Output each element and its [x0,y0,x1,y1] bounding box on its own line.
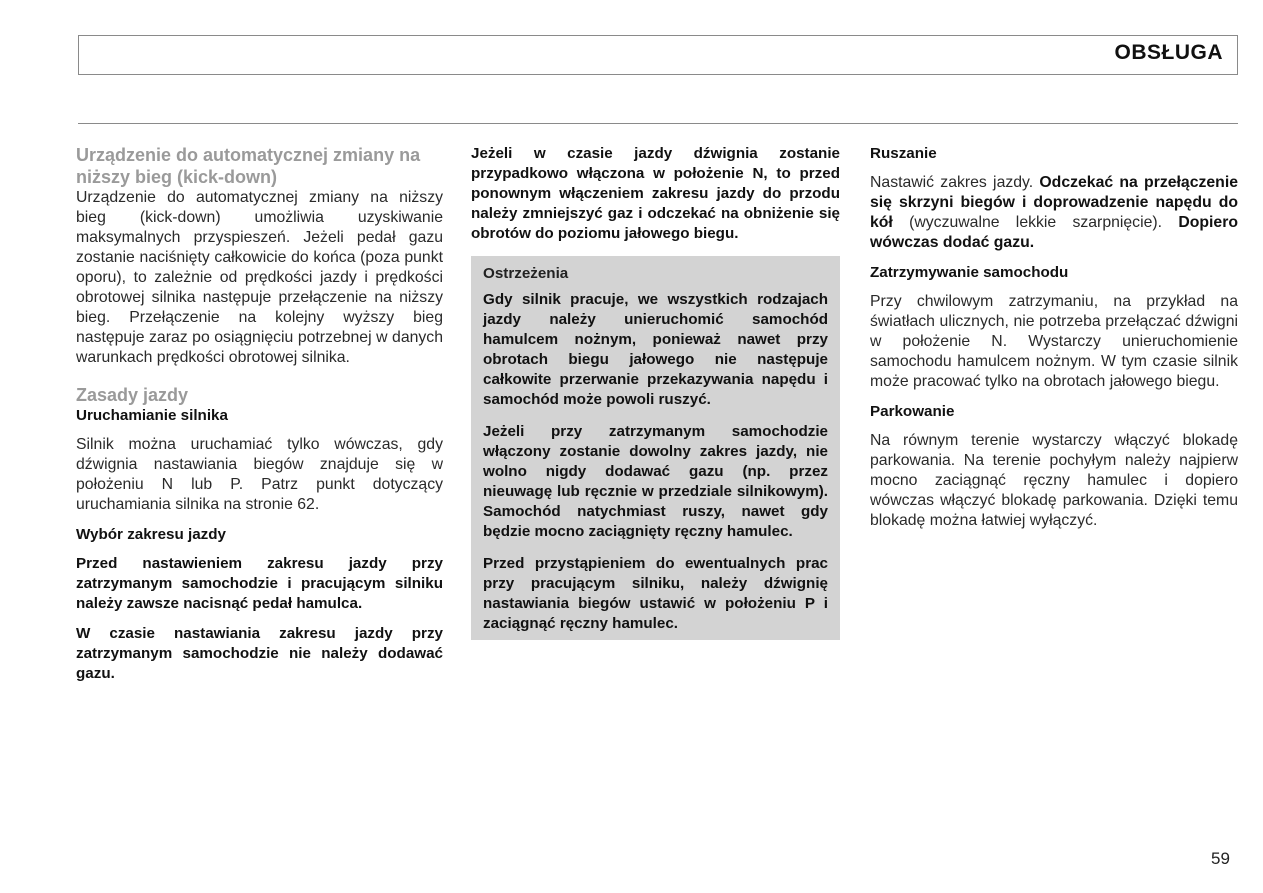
paragraph-kick-down: Urządzenie do automatycznej zmiany na niższy bieg (kick-down) umożliwia uzyskiwanie maksymalnych przyspieszeń. Jeżeli pedał gazu zostanie naciśnięty całkowicie do końca (poza punkt oporu), to zależnie od prędkości jazdy i prędkości obrotowej silnika następuje przełączenie na niższy bieg. Przełączenie na kolejny wyższy bieg następuje zaraz po osiągnięciu potrzebnej w danych warunkach prędkości obrotowej silnika. [76,189,443,366]
ruszanie-text-c: (wyczuwalne lekkie szarpnięcie). [892,214,1179,231]
ruszanie-text-b: Odczekać na przełączenie się skrzyni biegów i doprowadzenie napędu do kół [870,174,1238,231]
page-number: 59 [1211,849,1230,868]
warning-3: Przed przystąpieniem do ewentualnych prac przy pracującym silniku, należy dźwignię nastawiania biegów ustawić w położeniu P i zaciągnąć ręczny hamulec. [483,555,828,632]
subheading-wybor-zakresu: Wybór zakresu jazdy [76,526,226,543]
warning-title: Ostrzeżenia [483,265,569,282]
paragraph-parkowanie: Na równym terenie wystarczy włączyć blokadę parkowania. Na terenie pochyłym należy najpierw mocno zaciągnąć ręczny hamulec i dopiero wówczas włączyć blokadę parkowania. Dzięki temu blokadę można łatwiej wyłączyć. [870,432,1238,529]
paragraph-ruszanie [870,173,1238,253]
bold-note-2: W czasie nastawiania zakresu jazdy przy zatrzymanym samochodzie nie należy dodawać gazu. [76,625,443,682]
heading-zasady-jazdy: Zasady jazdy [76,385,189,405]
ruszanie-text-a: Nastawić zakres jazdy. [870,174,1040,191]
divider [78,123,1238,124]
bold-note-neutral: Jeżeli w czasie jazdy dźwignia zostanie przypadkowo włączona w położenie N, to przed ponownym włączeniem zakresu jazdy do przodu należy zmniejszyć gaz i odczekać na obniżenie się obrotów do poziomu jałowego biegu. [471,145,840,242]
section-title: OBSŁUGA [1114,41,1223,64]
column-right [870,144,1238,531]
subheading-ruszanie: Ruszanie [870,145,937,162]
warning-1: Gdy silnik pracuje, we wszystkich rodzajach jazdy należy unieruchomić samochód hamulcem nożnym, ponieważ nawet przy obrotach biegu jałowego nie następuje całkowite przerwanie przekazywania napędu i samochód może powoli ruszyć. [483,291,828,408]
bold-note-1: Przed nastawieniem zakresu jazdy przy zatrzymanym samochodzie i pracującym silniku należy zawsze nacisnąć pedał hamulca. [76,555,443,612]
column-middle [471,144,840,640]
warning-2: Jeżeli przy zatrzymanym samochodzie włączony zostanie dowolny zakres jazdy, nie wolno nigdy dodawać gazu (np. przez nieuwagę lub ręcznie w przedziale silnikowym). Samochód natychmiast ruszy, nawet gdy będzie mocno zaciągnięty ręczny hamulec. [483,423,828,540]
subheading-zatrzymywanie: Zatrzymywanie samochodu [870,264,1069,281]
heading-kick-down: Urządzenie do automatycznej zmiany na niższy bieg (kick-down) [76,145,421,187]
paragraph-zatrzymywanie: Przy chwilowym zatrzymaniu, na przykład na światłach ulicznych, nie potrzeba przełączać dźwigni w położenie N. Wystarczy unieruchomienie samochodu hamulcem nożnym. W tym czasie silnik może pracować tylko na obrotach jałowego biegu. [870,293,1238,390]
column-left [76,144,443,684]
paragraph-uruchamianie: Silnik można uruchamiać tylko wówczas, gdy dźwignia nastawiania biegów znajduje się w położeniu N lub P. Patrz punkt dotyczący uruchamiania silnika na stronie 62. [76,436,443,513]
warning-box [471,256,840,640]
header-box [78,35,1238,75]
subheading-parkowanie: Parkowanie [870,403,955,420]
ruszanie-text-d: Dopiero wówczas dodać gazu. [870,214,1238,251]
subheading-uruchamianie: Uruchamianie silnika [76,407,228,424]
